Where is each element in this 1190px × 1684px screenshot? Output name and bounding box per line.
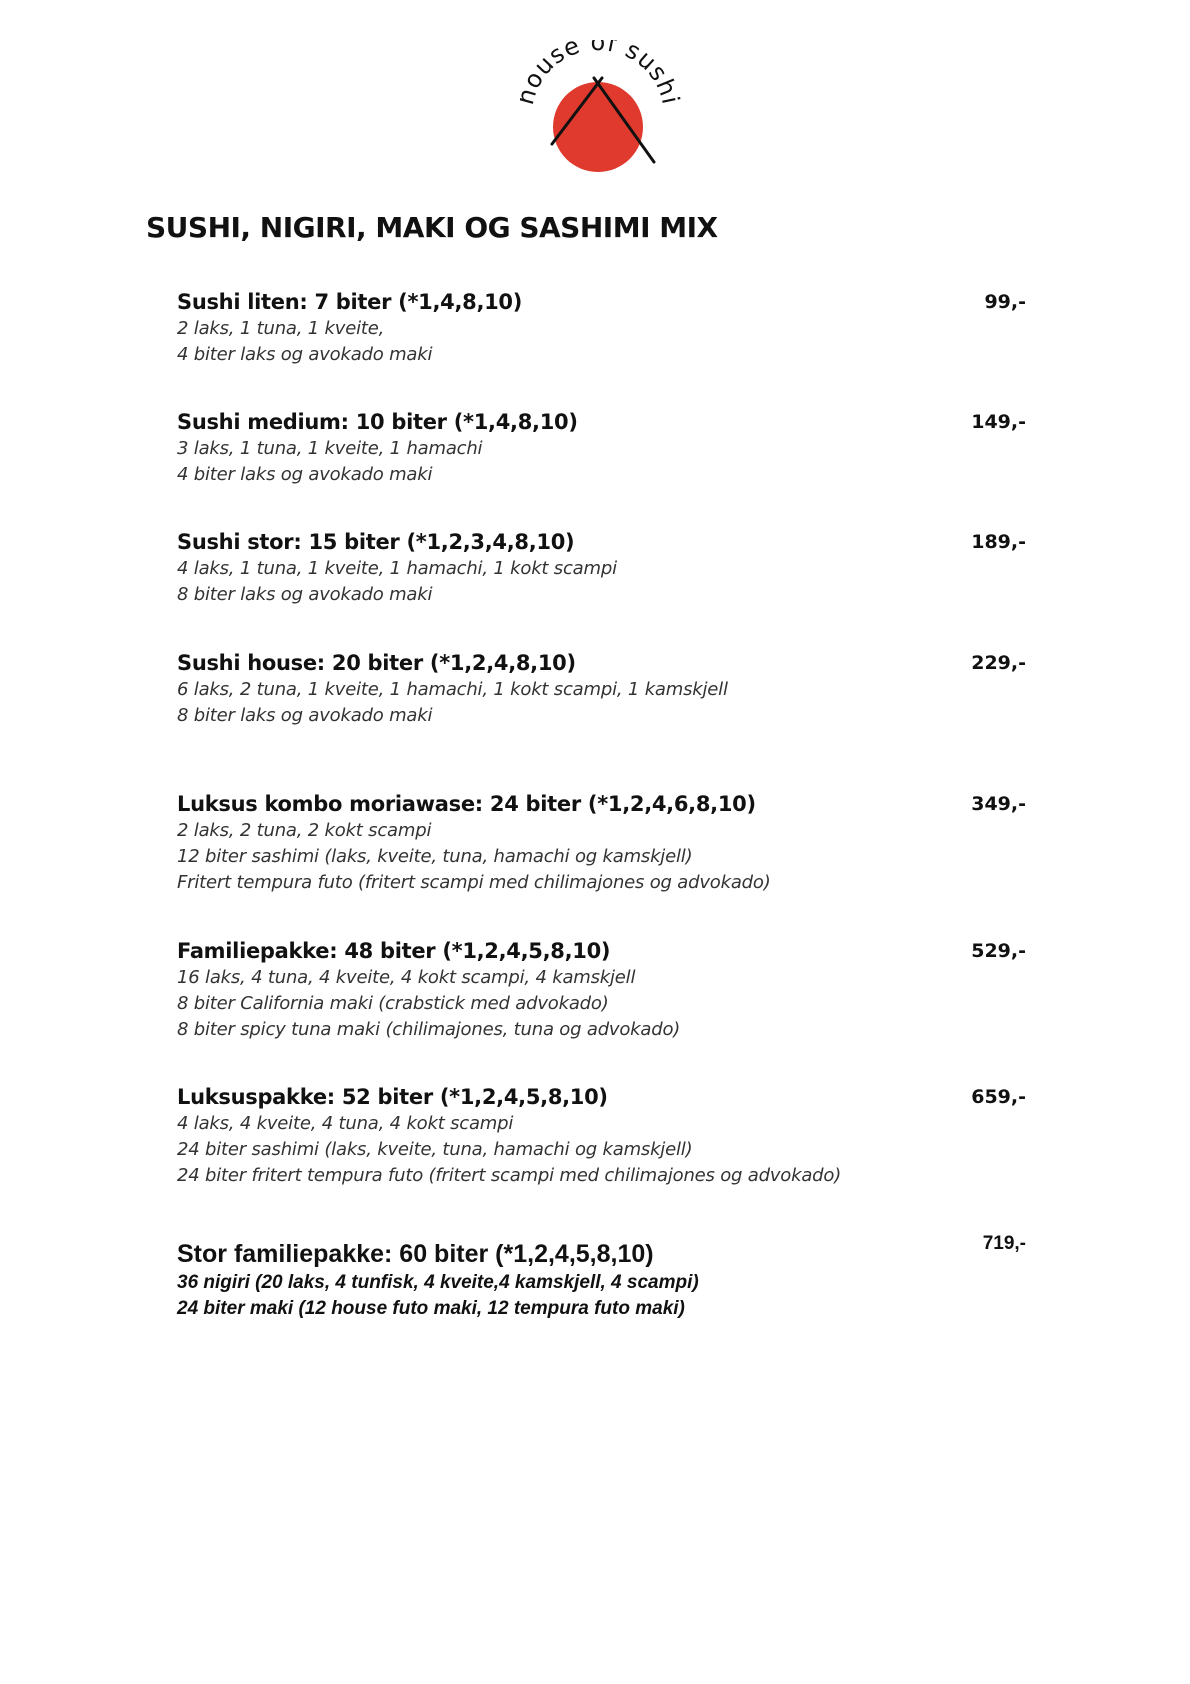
item-price: 659,- xyxy=(971,1086,1026,1108)
menu-item xyxy=(177,408,1026,488)
menu-item xyxy=(177,528,1026,608)
item-description-line: 12 biter sashimi (laks, kveite, tuna, hamachi og kamskjell) xyxy=(177,846,693,867)
item-description-line: 2 laks, 2 tuna, 2 kokt scampi xyxy=(177,820,432,841)
item-description-line: 6 laks, 2 tuna, 1 kveite, 1 hamachi, 1 kokt scampi, 1 kamskjell xyxy=(177,679,728,700)
item-price: 349,- xyxy=(971,793,1026,815)
item-description-line: 4 laks, 1 tuna, 1 kveite, 1 hamachi, 1 kokt scampi xyxy=(177,558,617,579)
menu-item xyxy=(177,1233,1026,1322)
item-description-line: 4 laks, 4 kveite, 4 tuna, 4 kokt scampi xyxy=(177,1113,514,1134)
item-name: Sushi house: 20 biter (*1,2,4,8,10) xyxy=(177,651,576,675)
item-description-line: 24 biter maki (12 house futo maki, 12 tempura futo maki) xyxy=(177,1298,685,1319)
menu-item xyxy=(177,1083,1026,1189)
menu-item xyxy=(177,288,1026,368)
section-title: SUSHI, NIGIRI, MAKI OG SASHIMI MIX xyxy=(146,211,718,244)
item-name: Stor familiepakke: 60 biter (*1,2,4,5,8,10) xyxy=(177,1240,654,1268)
item-description-line: 36 nigiri (20 laks, 4 tunfisk, 4 kveite,4 kamskjell, 4 scampi) xyxy=(177,1272,699,1293)
item-name: Sushi liten: 7 biter (*1,4,8,10) xyxy=(177,290,523,314)
item-description-line: 8 biter spicy tuna maki (chilimajones, tuna og advokado) xyxy=(177,1019,681,1040)
logo-wordmark: ouse of sushi xyxy=(520,40,685,108)
item-description-line: 8 biter laks og avokado maki xyxy=(177,705,433,726)
item-description-line: 8 biter laks og avokado maki xyxy=(177,584,433,605)
item-description-line: 8 biter California maki (crabstick med advokado) xyxy=(177,993,609,1014)
item-name: Luksus kombo moriawase: 24 biter (*1,2,4,6,8,10) xyxy=(177,792,756,816)
item-name: Luksuspakke: 52 biter (*1,2,4,5,8,10) xyxy=(177,1085,608,1109)
menu-item xyxy=(177,937,1026,1043)
house-of-sushi-logo xyxy=(520,40,692,180)
menu-item xyxy=(177,790,1026,896)
item-price: 99,- xyxy=(984,291,1026,313)
item-description-line: 16 laks, 4 tuna, 4 kveite, 4 kokt scampi, 4 kamskjell xyxy=(177,967,636,988)
item-price: 149,- xyxy=(971,411,1026,433)
item-name: Sushi medium: 10 biter (*1,4,8,10) xyxy=(177,410,578,434)
item-price: 229,- xyxy=(971,652,1026,674)
item-description-line: 3 laks, 1 tuna, 1 kveite, 1 hamachi xyxy=(177,438,483,459)
item-price: 189,- xyxy=(971,531,1026,553)
item-description-line: 2 laks, 1 tuna, 1 kveite, xyxy=(177,318,385,339)
item-price: 529,- xyxy=(971,940,1026,962)
item-description-line: 24 biter fritert tempura futo (fritert scampi med chilimajones og advokado) xyxy=(177,1165,842,1186)
item-name: Familiepakke: 48 biter (*1,2,4,5,8,10) xyxy=(177,939,611,963)
menu-item xyxy=(177,649,1026,729)
item-description-line: 24 biter sashimi (laks, kveite, tuna, hamachi og kamskjell) xyxy=(177,1139,693,1160)
item-description-line: Fritert tempura futo (fritert scampi med chilimajones og advokado) xyxy=(177,872,771,893)
item-name: Sushi stor: 15 biter (*1,2,3,4,8,10) xyxy=(177,530,575,554)
item-description-line: 4 biter laks og avokado maki xyxy=(177,464,433,485)
item-price: 719,- xyxy=(982,1233,1026,1254)
item-description-line: 4 biter laks og avokado maki xyxy=(177,344,433,365)
logo-graphic xyxy=(520,40,692,180)
